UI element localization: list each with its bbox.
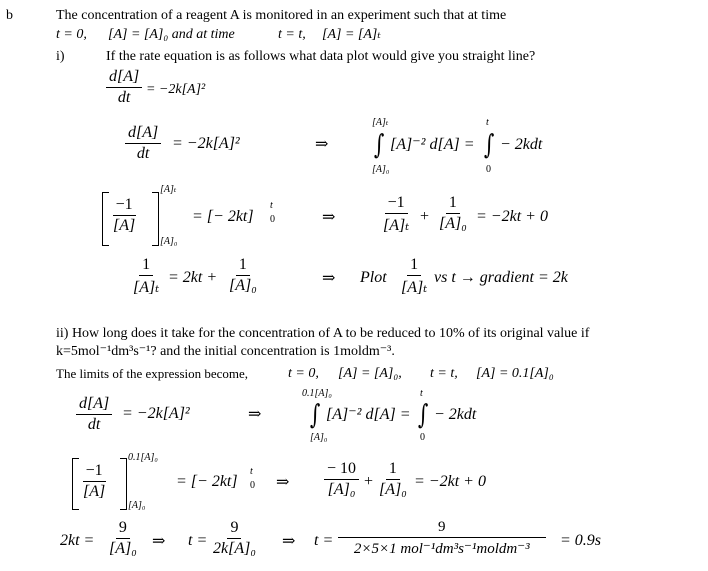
rate-denominator-ii: dt: [87, 416, 101, 433]
frac-1-A0: [436, 194, 470, 233]
implies-arrow-2: ⇒: [322, 209, 336, 226]
implies-arrow-1: ⇒: [315, 136, 329, 153]
upper-limit-t-2: t: [420, 388, 423, 399]
neg-inverse-A-ii: [80, 462, 108, 501]
num-neg10: − 10: [324, 460, 359, 480]
rate-fraction: [125, 124, 161, 163]
plot-tail: vs t → gradient = 2k: [434, 269, 568, 286]
eq-2kt: 2kt =: [60, 532, 95, 549]
upper-limit-At-2: [A]ₜ: [160, 184, 177, 195]
num-1-d: 1: [407, 256, 421, 276]
intro-line-2d: [A] = [A]ₜ: [322, 27, 381, 42]
intro-line-1: The concentration of a reagent A is monitored in an experiment such that at time: [56, 8, 507, 23]
question-2-line-2: k=5mol⁻¹dm³s⁻¹? and the initial concentration is 1moldm⁻³.: [56, 344, 395, 359]
num-9: 9: [116, 519, 130, 539]
frac-9-A0: [106, 519, 140, 558]
intro-line-2a: t = 0,: [56, 27, 87, 42]
lower-limit-0: 0: [486, 164, 491, 175]
num-1: 1: [446, 194, 460, 214]
num-9-c: 9: [338, 519, 546, 538]
den-At-c: [A]ₜ: [401, 279, 428, 296]
integral-sign-1: ∫: [374, 127, 385, 161]
num-neg1: −1: [113, 196, 136, 216]
frac-1-A0-c: [376, 460, 410, 499]
question-1-label: i): [56, 49, 65, 64]
integral-rhs-2: − 2kdt: [434, 406, 477, 423]
num-neg1-b: −1: [385, 194, 408, 214]
frac-1-At: [130, 256, 162, 297]
lower-limit-0-2: 0: [420, 432, 425, 443]
rhs-neg2kt-ii: = −2kt + 0: [414, 473, 486, 490]
den-A0-d: [A]₀: [379, 481, 407, 498]
den-At: [A]ₜ: [383, 217, 410, 234]
lower-limit-A0-3: [A]₀: [310, 432, 328, 443]
den-A0-b: [A]₀: [229, 277, 257, 294]
den-2kA0: 2k[A]₀: [213, 540, 256, 557]
intro-line-2b: [A] = [A]₀ and at time: [108, 27, 235, 42]
integral-sign-4: ∫: [418, 397, 429, 431]
num-neg1-ii: −1: [83, 462, 106, 482]
lower-limit-A0: [A]₀: [372, 164, 390, 175]
limits-c: t = t,: [430, 366, 458, 381]
rate-rhs-small: = −2k[A]²: [146, 82, 206, 97]
integral-sign-3: ∫: [310, 397, 321, 431]
rhs-bracket-2kt-ii: = [− 2kt]: [176, 473, 238, 490]
implies-arrow-6: ⇒: [152, 533, 166, 550]
t-eq-2: t =: [314, 532, 334, 549]
question-2-line-1: ii) How long does it take for the concentration of A to be reduced to 10% of its original value if: [56, 326, 590, 341]
question-1-text: If the rate equation is as follows what data plot would give you straight line?: [106, 49, 536, 64]
rate-denominator-2: dt: [136, 145, 150, 162]
den-A0-e: [A]₀: [109, 540, 137, 557]
den-A: [A]: [113, 217, 136, 234]
rhs-neg2kt: = −2kt + 0: [476, 208, 548, 225]
eq-2kt-plus: = 2kt +: [168, 269, 218, 286]
frac-neg1-At: [380, 194, 412, 235]
implies-arrow-4: ⇒: [248, 406, 262, 423]
rhs-lower-0-ii: 0: [250, 480, 255, 491]
implies-arrow-5: ⇒: [276, 474, 290, 491]
den-At-b: [A]ₜ: [133, 279, 160, 296]
rate-numerator: d[A]: [106, 68, 142, 88]
upper-limit-At: [A]ₜ: [372, 117, 389, 128]
limits-a: t = 0,: [288, 366, 319, 381]
num-1-b: 1: [139, 256, 153, 276]
frac-9-2kA0: [210, 519, 259, 558]
implies-arrow-7: ⇒: [282, 533, 296, 550]
rhs-lower-0: 0: [270, 214, 275, 225]
final-answer: = 0.9s: [560, 532, 602, 549]
num-1-c: 1: [236, 256, 250, 276]
den-A0: [A]₀: [439, 215, 467, 232]
rate-denominator: dt: [117, 89, 131, 106]
bracket-right-1: [152, 192, 159, 246]
integral-rhs-1: − 2kdt: [500, 136, 543, 153]
rhs-upper-t-ii: t: [250, 466, 253, 477]
bracket-left-2: [72, 458, 79, 510]
implies-arrow-3: ⇒: [322, 270, 336, 287]
rate-rhs: = −2k[A]²: [172, 135, 240, 152]
rate-fraction-ii: [76, 395, 112, 434]
den-A0-c: [A]₀: [327, 481, 356, 498]
den-units: 2×5×1 mol⁻¹dm³s⁻¹moldm⁻³: [353, 541, 530, 557]
limits-d: [A] = 0.1[A]₀: [476, 366, 554, 381]
frac-1-A0-b: [226, 256, 260, 295]
upper-limit-01A0-2: 0.1[A]₀: [128, 452, 158, 463]
neg-inverse-A: [110, 196, 138, 235]
den-A-ii: [A]: [83, 483, 106, 500]
frac-neg10-A0: [324, 460, 359, 499]
integral-sign-2: ∫: [484, 127, 495, 161]
frac-final: [338, 519, 546, 558]
num-9-b: 9: [227, 519, 241, 539]
plus-2: +: [364, 473, 374, 490]
integrand-2: [A]⁻² d[A] =: [326, 406, 411, 423]
rate-fraction-small: [106, 68, 142, 107]
rhs-bracket-2kt: = [− 2kt]: [192, 208, 254, 225]
t-eq-1: t =: [188, 532, 208, 549]
part-label: b: [6, 8, 13, 23]
lower-limit-A0-2: [A]₀: [160, 236, 178, 247]
frac-1-At-plot: [398, 256, 430, 297]
intro-line-2c: t = t,: [278, 27, 306, 42]
plot-text: Plot: [360, 269, 387, 286]
rate-numerator-2: d[A]: [125, 124, 161, 144]
lower-limit-A0-4: [A]₀: [128, 500, 146, 511]
bracket-right-2: [120, 458, 127, 510]
rate-rhs-ii: = −2k[A]²: [122, 405, 190, 422]
bracket-left-1: [102, 192, 109, 246]
num-1-e: 1: [386, 460, 400, 480]
limits-text: The limits of the expression become,: [56, 366, 249, 381]
upper-limit-t: t: [486, 117, 489, 128]
plus-1: +: [420, 208, 430, 225]
upper-limit-01A0: 0.1[A]₀: [302, 388, 332, 399]
rate-numerator-ii: d[A]: [76, 395, 112, 415]
rhs-upper-t: t: [270, 200, 273, 211]
integrand-1: [A]⁻² d[A] =: [390, 136, 475, 153]
limits-b: [A] = [A]₀,: [338, 366, 402, 381]
